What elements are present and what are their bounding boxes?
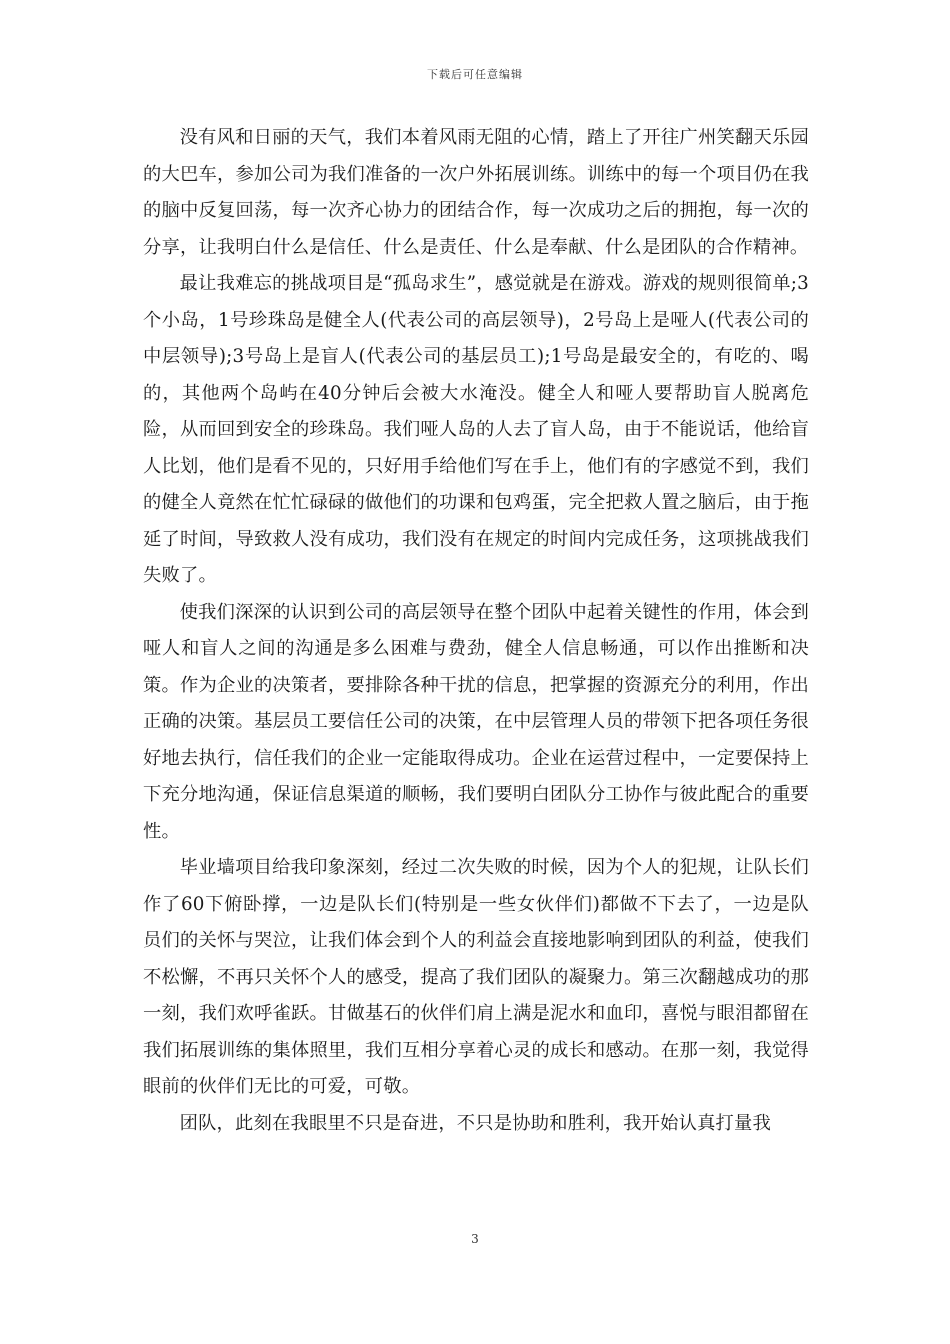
page-number: 3 (471, 1232, 479, 1246)
paragraph: 使我们深深的认识到公司的高层领导在整个团队中起着关键性的作用，体会到哑人和盲人之间的沟通是多么困难与费劲，健全人信息畅通，可以作出推断和决策。作为企业的决策者，要排除各种干扰的信息，把掌握的资源充分的利用，作出正确的决策。基层员工要信任公司的决策，在中层管理人员的带领下把各项任务很好地去执行，信任我们的企业一定能取得成功。企业在运营过程中，一定要保持上下充分地沟通，保证信息渠道的顺畅，我们要明白团队分工协作与彼此配合的重要性。 (143, 601, 809, 842)
paragraph: 没有风和日丽的天气，我们本着风雨无阻的心情，踏上了开往广州笑翻天乐园的大巴车，参加公司为我们准备的一次户外拓展训练。训练中的每一个项目仍在我的脑中反复回荡，每一次齐心协力的团结合作，每一次成功之后的拥抱，每一次的分享，让我明白什么是信任、什么是责任、什么是奉献、什么是团队的合作精神。 (143, 127, 809, 258)
page-header: 下载后可任意编辑 (427, 68, 523, 81)
document-body (143, 120, 809, 1142)
paragraph: 团队，此刻在我眼里不只是奋进，不只是协助和胜利，我开始认真打量我 (179, 1112, 771, 1134)
paragraph: 毕业墙项目给我印象深刻，经过二次失败的时候，因为个人的犯规，让队长们作了60下俯卧撑，一边是队长们(特别是一些女伙伴们)都做不下去了，一边是队员们的关怀与哭泣，让我们体会到个人的利益会直接地影响到团队的利益，使我们不松懈，不再只关怀个人的感受，提高了我们团队的凝聚力。第三次翻越成功的那一刻，我们欢呼雀跃。甘做基石的伙伴们肩上满是泥水和血印，喜悦与眼泪都留在我们拓展训练的集体照里，我们互相分享着心灵的成长和感动。在那一刻，我觉得眼前的伙伴们无比的可爱，可敬。 (143, 857, 809, 1097)
paragraph: 最让我难忘的挑战项目是“孤岛求生”，感觉就是在游戏。游戏的规则很简单;3个小岛，1号珍珠岛是健全人(代表公司的高层领导)，2号岛上是哑人(代表公司的中层领导);3号岛上是盲人(代表公司的基层员工);1号岛是最安全的，有吃的、喝的，其他两个岛屿在40分钟后会被大水淹没。健全人和哑人要帮助盲人脱离危险，从而回到安全的珍珠岛。我们哑人岛的人去了盲人岛，由于不能说话，他给盲人比划，他们是看不见的，只好用手给他们写在手上，他们有的字感觉不到，我们的健全人竟然在忙忙碌碌的做他们的功课和包鸡蛋，完全把救人置之脑后，由于拖延了时间，导致救人没有成功，我们没有在规定的时间内完成任务，这项挑战我们失败了。 (143, 273, 809, 586)
